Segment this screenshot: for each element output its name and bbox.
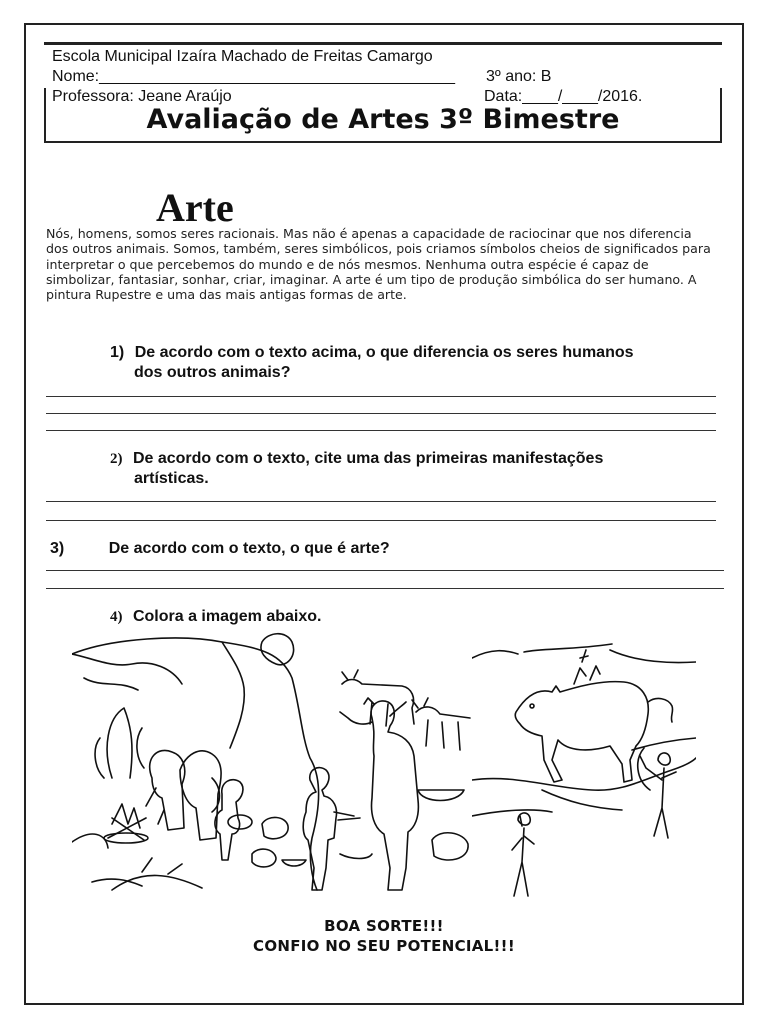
question-2-text-cont: artísticas.: [134, 470, 209, 487]
intro-paragraph: Nós, homens, somos seres racionais. Mas não é apenas a capacidade de raciocinar que nos diferencia dos outros animais. Somos, também, seres simbólicos, pois criamos símbolos cheios de significados para interpretar o que percebemos do mundo e de nós mesmos. Nenhuma outra espécie é capaz de simbolizar, fantasiar, sonhar, criar, imaginar. A arte é um tipo de produção simbólica do ser humano. A pintura Rupestre e uma das mais antigas formas de arte.: [46, 226, 711, 303]
answer-line-3b[interactable]: [46, 588, 724, 590]
question-3-text: De acordo com o texto, o que é arte?: [108, 540, 390, 557]
footer-line-1: BOA SORTE!!!: [324, 917, 444, 935]
text-heading: Arte: [156, 185, 234, 230]
teacher-label: Professora: Jeane Araújo: [52, 88, 232, 105]
question-1-text: De acordo com o texto acima, o que diferencia os seres humanos: [134, 344, 634, 361]
answer-line-2a[interactable]: [46, 501, 716, 503]
question-3: [50, 539, 390, 559]
name-field-label: Nome:________________________________________: [52, 68, 456, 85]
cave-people-coloring-image: [72, 628, 472, 900]
question-2-number: 2): [110, 451, 123, 467]
exam-title: Avaliação de Artes 3º Bimestre: [146, 104, 620, 135]
answer-line-1a[interactable]: [46, 396, 716, 398]
header-top-rule: [44, 42, 722, 45]
grade-label: 3º ano: B: [486, 68, 552, 85]
question-1: [110, 343, 634, 363]
answer-line-2b[interactable]: [46, 520, 716, 522]
footer-message: [0, 916, 768, 956]
question-4-number: 4): [110, 609, 123, 625]
answer-line-1c[interactable]: [46, 430, 716, 432]
footer-line-2: CONFIO NO SEU POTENCIAL!!!: [253, 937, 515, 955]
question-4-text: Colora a imagem abaixo.: [132, 608, 322, 625]
question-1-number: 1): [110, 344, 125, 361]
school-name: Escola Municipal Izaíra Machado de Freitas Camargo: [52, 48, 433, 65]
answer-line-1b[interactable]: [46, 413, 716, 415]
question-4: [110, 607, 321, 627]
date-field-label: Data:____/____/2016.: [484, 88, 643, 105]
answer-line-3a[interactable]: [46, 570, 724, 572]
question-3-number: 3): [50, 540, 65, 557]
question-2-text: De acordo com o texto, cite uma das primeiras manifestações: [132, 450, 604, 467]
cave-painting-horse-coloring-image: [472, 640, 696, 902]
question-2: [110, 449, 603, 469]
question-1-text-cont: dos outros animais?: [134, 364, 291, 381]
